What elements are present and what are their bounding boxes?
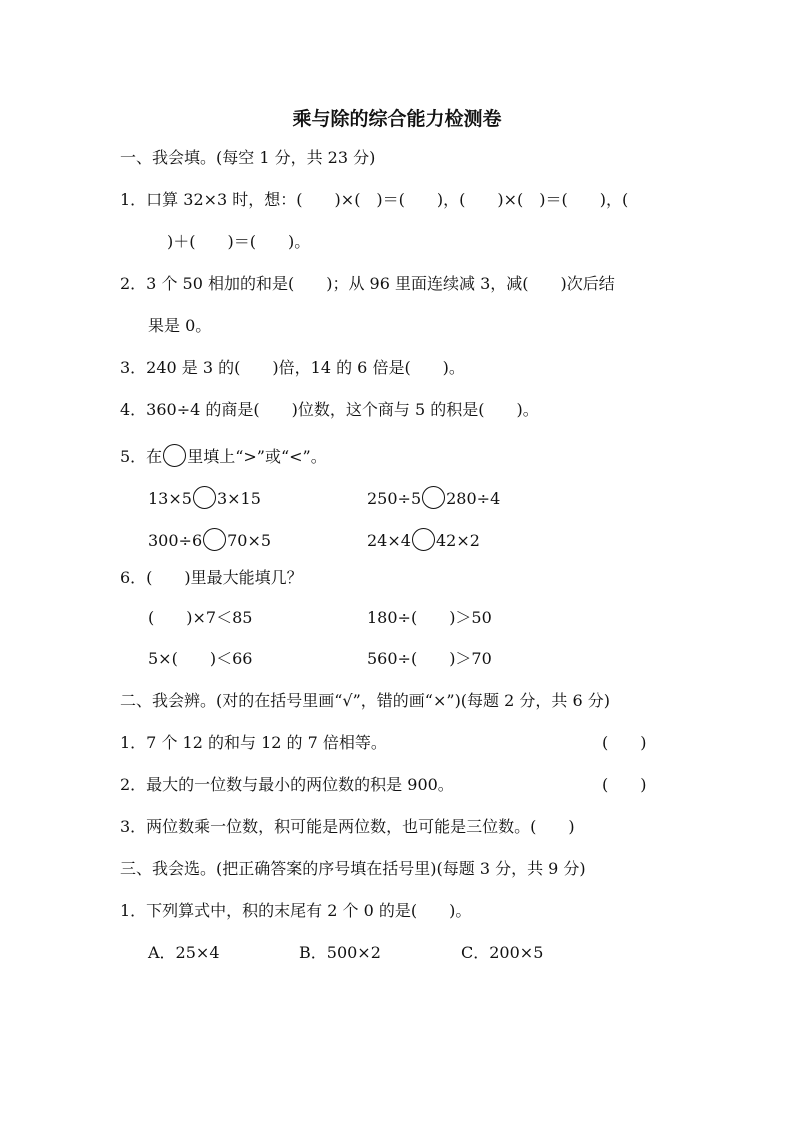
q3: 3．240 是 3 的( )倍，14 的 6 倍是( )。 bbox=[120, 358, 465, 377]
s2-item-2: 2．最大的一位数与最小的两位数的积是 900。 bbox=[120, 775, 454, 794]
q2-line1: 2．3 个 50 相加的和是( )；从 96 里面连续减 3，减( )次后结 bbox=[120, 274, 615, 293]
q5-item-1-right: 3×15 bbox=[216, 489, 261, 508]
q5-item-4-left: 24×4 bbox=[367, 531, 411, 550]
s2-item-3: 3．两位数乘一位数，积可能是两位数，也可能是三位数。( ) bbox=[120, 817, 575, 836]
s3-option-c[interactable]: C．200×5 bbox=[461, 943, 544, 962]
circle-blank-icon bbox=[163, 444, 186, 467]
compare-circle-1[interactable] bbox=[193, 486, 216, 509]
s3-option-b[interactable]: B．500×2 bbox=[299, 943, 381, 962]
s3-option-a[interactable]: A．25×4 bbox=[148, 943, 220, 962]
page-title: 乘与除的综合能力检测卷 bbox=[292, 108, 502, 130]
q5-item-1-left: 13×5 bbox=[148, 489, 192, 508]
q5-item-4-right: 42×2 bbox=[435, 531, 480, 550]
q5-item-3-left: 300÷6 bbox=[148, 531, 203, 550]
q5-item-3-right: 70×5 bbox=[227, 531, 272, 550]
q4: 4．360÷4 的商是( )位数，这个商与 5 的积是( )。 bbox=[120, 400, 539, 419]
compare-circle-2[interactable] bbox=[422, 486, 445, 509]
q1-line1: 1．口算 32×3 时，想：( )×( )＝( )，( )×( )＝( )，( bbox=[120, 190, 629, 209]
s2-item-1-bracket[interactable]: ( ) bbox=[602, 733, 647, 752]
q5-item-2-right: 280÷4 bbox=[446, 489, 501, 508]
s2-item-1: 1．7 个 12 的和与 12 的 7 倍相等。 bbox=[120, 733, 387, 752]
q6-item-2: 180÷( )＞50 bbox=[367, 608, 492, 627]
s2-item-2-bracket[interactable]: ( ) bbox=[602, 775, 647, 794]
s3-q1: 1．下列算式中，积的末尾有 2 个 0 的是( )。 bbox=[120, 901, 472, 920]
q5-item-4 bbox=[367, 528, 480, 551]
q6-item-1: ( )×7＜85 bbox=[148, 608, 253, 627]
section2-heading: 二、我会辨。(对的在括号里画“√”，错的画“×”)(每题 2 分，共 6 分) bbox=[120, 691, 610, 710]
q5 bbox=[120, 444, 327, 467]
section3-heading: 三、我会选。(把正确答案的序号填在括号里)(每题 3 分，共 9 分) bbox=[120, 859, 586, 878]
q5-prefix: 5．在 bbox=[120, 447, 163, 466]
q5-item-2 bbox=[367, 486, 500, 509]
q5-suffix: 里填上“>”或“<”。 bbox=[187, 447, 327, 466]
q6: 6．( )里最大能填几？ bbox=[120, 568, 303, 587]
compare-circle-3[interactable] bbox=[203, 528, 226, 551]
q5-item-1 bbox=[148, 486, 261, 509]
q6-item-4: 560÷( )＞70 bbox=[367, 649, 492, 668]
q5-item-2-left: 250÷5 bbox=[367, 489, 422, 508]
q6-item-3: 5×( )＜66 bbox=[148, 649, 253, 668]
q2-line2: 果是 0。 bbox=[148, 316, 212, 335]
section1-heading: 一、我会填。(每空 1 分，共 23 分) bbox=[120, 148, 376, 167]
q1-line2: )＋( )＝( )。 bbox=[167, 232, 311, 251]
compare-circle-4[interactable] bbox=[412, 528, 435, 551]
q5-item-3 bbox=[148, 528, 271, 551]
